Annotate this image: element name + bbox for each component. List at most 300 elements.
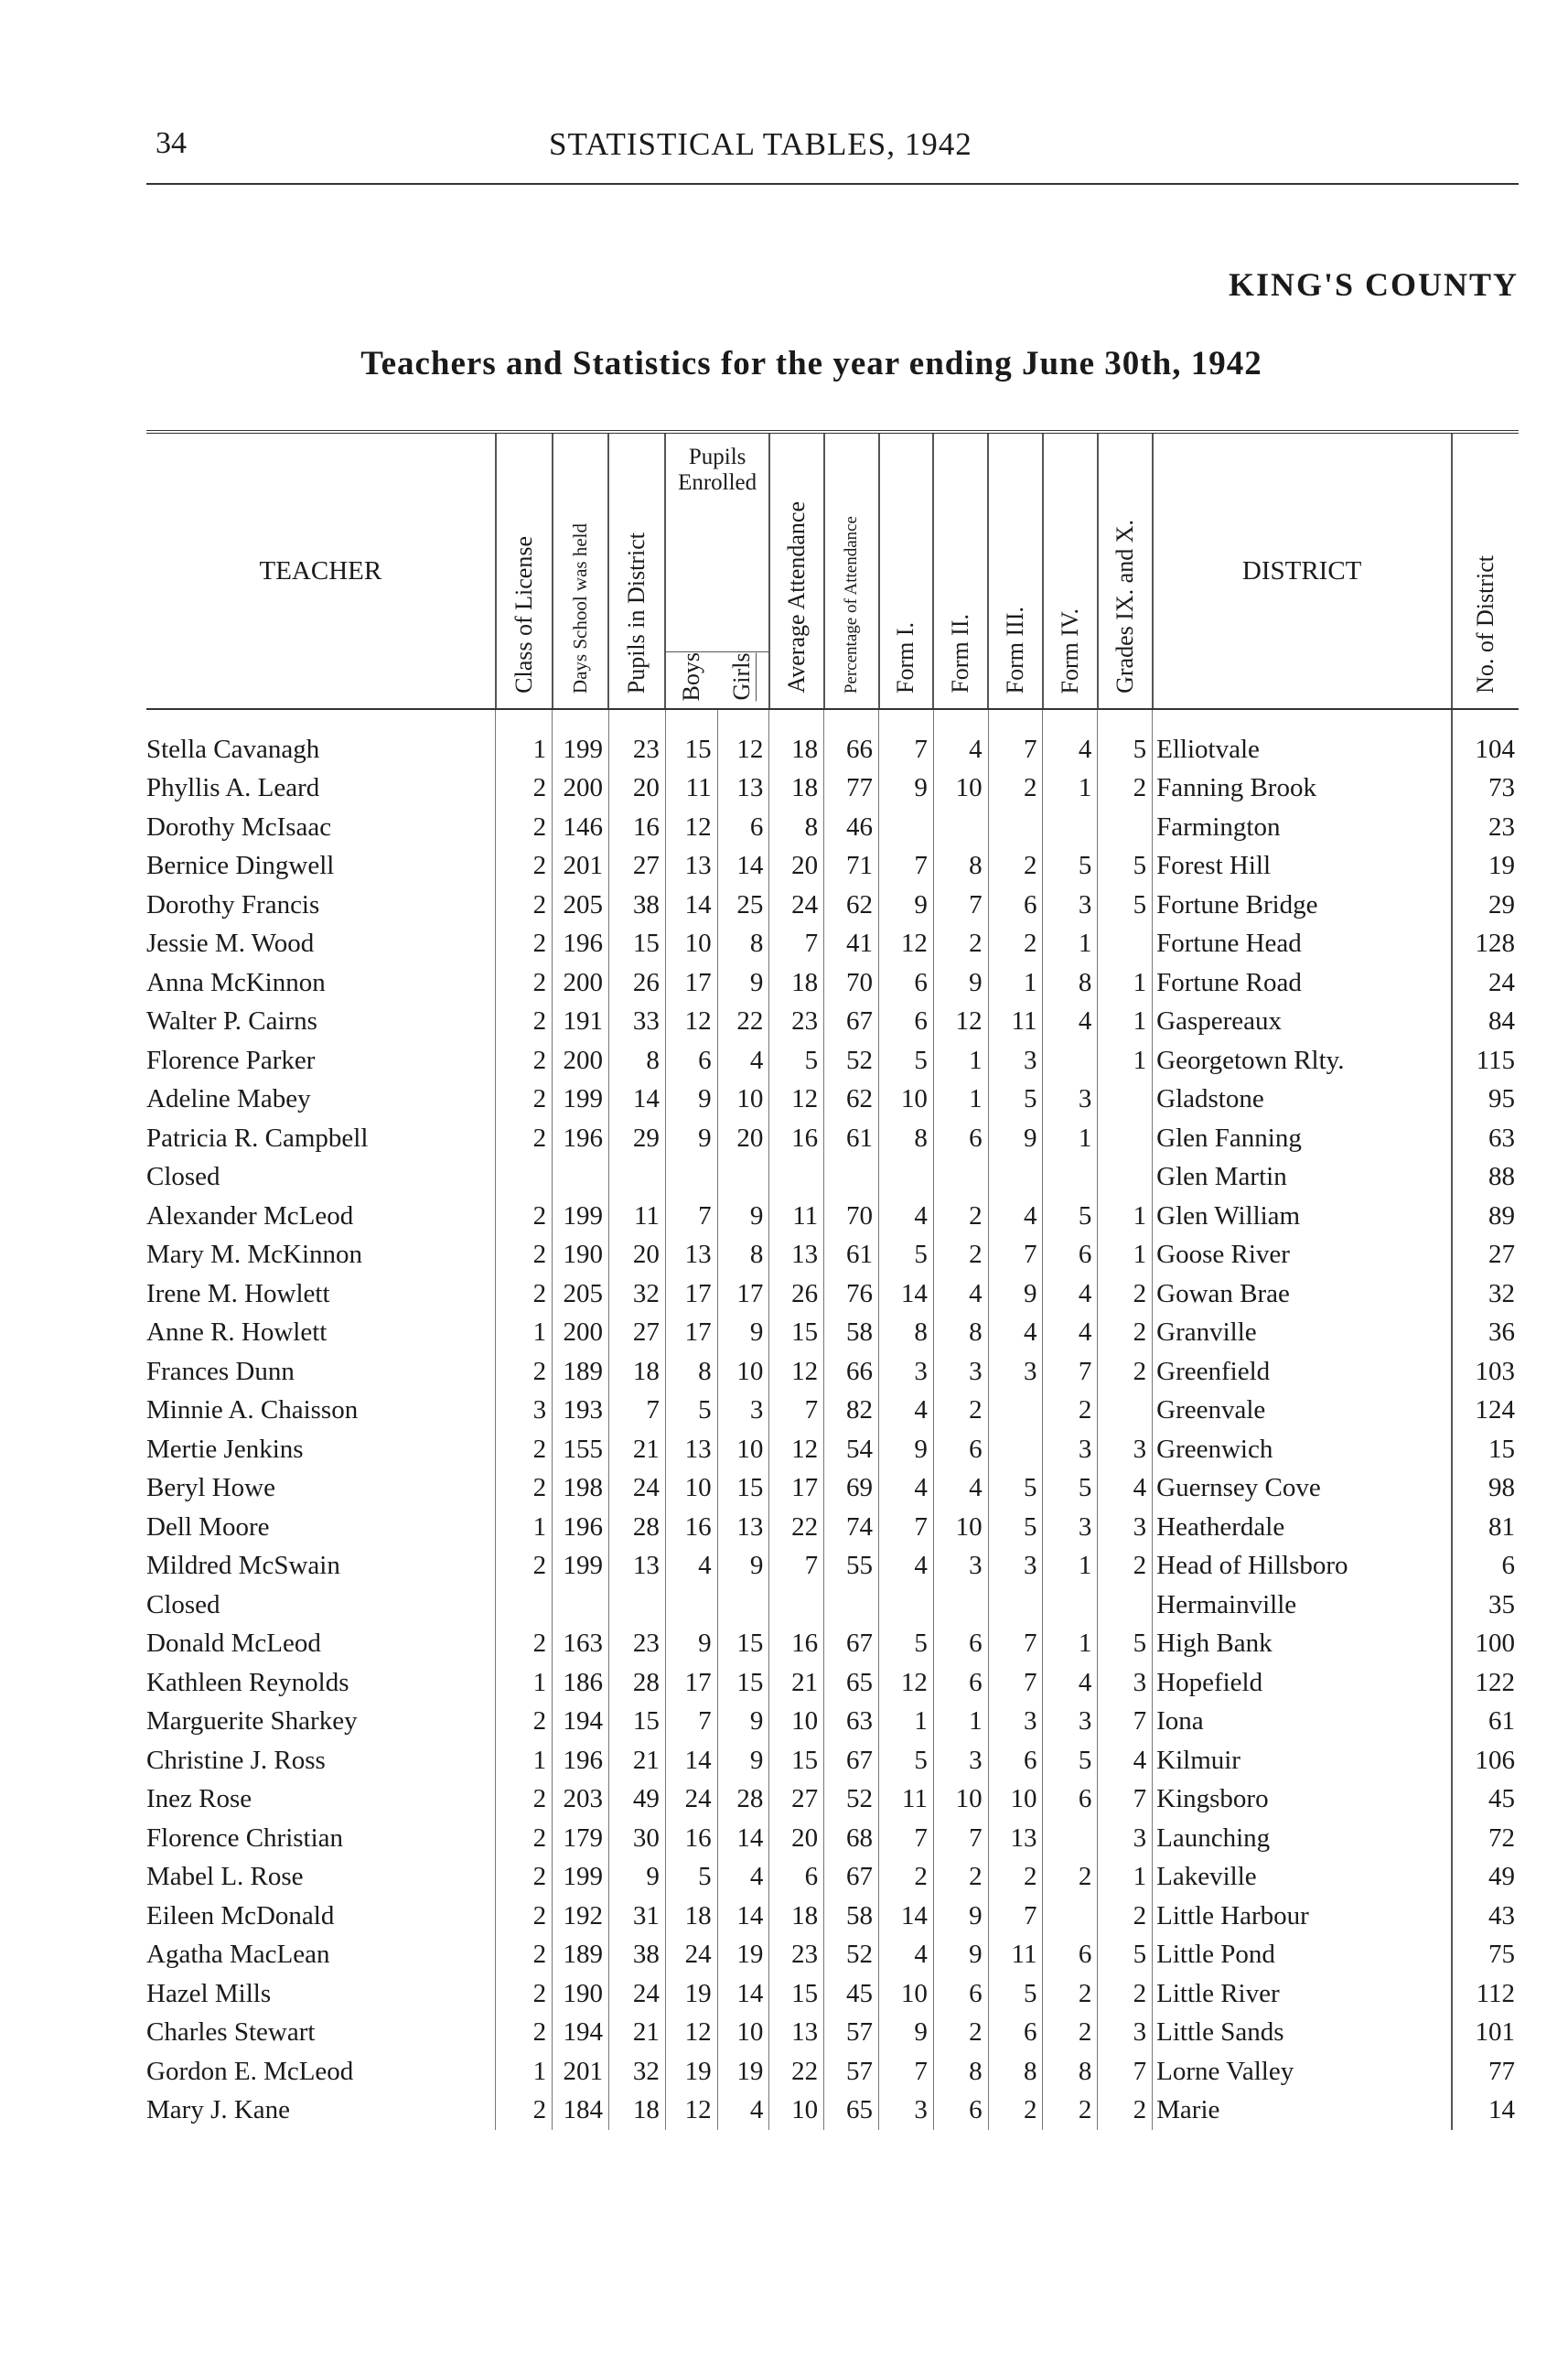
- teacher-name-cell: Phyllis A. Leard: [146, 773, 320, 803]
- district-name-cell: Farmington: [1153, 808, 1452, 847]
- stat-cell: 6: [665, 1041, 717, 1081]
- stat-cell: 28: [608, 1508, 665, 1547]
- teacher-name-cell: Alexander McLeod: [146, 1200, 354, 1231]
- stat-cell: 2: [1098, 1274, 1153, 1314]
- table-row: [146, 1974, 1519, 2014]
- district-name-cell: Kingsboro: [1153, 1780, 1452, 1820]
- table-row: [146, 847, 1519, 887]
- stat-cell: [1043, 1041, 1098, 1081]
- stat-cell: 200: [553, 769, 609, 809]
- stat-cell: 74: [824, 1508, 879, 1547]
- girls-header: Girls: [728, 652, 756, 701]
- stat-cell: 61: [824, 1119, 879, 1158]
- stat-cell: 2: [1043, 2014, 1098, 2053]
- stat-cell: 57: [824, 2052, 879, 2092]
- stat-cell: 190: [553, 1974, 609, 2014]
- boys-header: Boys: [677, 651, 704, 701]
- table-row: [146, 1236, 1519, 1275]
- stat-cell: 4: [933, 709, 988, 769]
- stat-cell: [988, 1586, 1043, 1625]
- stat-cell: [1043, 1897, 1098, 1936]
- stat-cell: 10: [717, 2014, 769, 2053]
- stat-cell: 3: [717, 1392, 769, 1431]
- stat-cell: 2: [496, 1858, 553, 1898]
- district-number-cell: 101: [1452, 2014, 1519, 2053]
- stat-cell: 7: [988, 1625, 1043, 1664]
- stat-cell: 22: [769, 2052, 824, 2092]
- stat-cell: 8: [608, 1041, 665, 1081]
- stat-cell: 66: [824, 1352, 879, 1392]
- stat-cell: [608, 1586, 665, 1625]
- stat-cell: 2: [496, 1974, 553, 2014]
- district-name-cell: Little Pond: [1153, 1936, 1452, 1975]
- stat-cell: [933, 1158, 988, 1198]
- stat-cell: 200: [553, 1041, 609, 1081]
- teacher-name-cell: Closed: [146, 1589, 220, 1619]
- stat-cell: 1: [1098, 963, 1153, 1003]
- stat-cell: 7: [933, 1819, 988, 1858]
- stat-cell: 196: [553, 1508, 609, 1547]
- stat-cell: 23: [769, 1936, 824, 1975]
- stat-cell: 7: [988, 1236, 1043, 1275]
- stat-cell: 9: [933, 1936, 988, 1975]
- stat-cell: 5: [879, 1625, 934, 1664]
- stat-cell: 10: [665, 925, 717, 964]
- stat-cell: 4: [1043, 1003, 1098, 1042]
- district-number-cell: 73: [1452, 769, 1519, 809]
- stat-cell: 1: [933, 1041, 988, 1081]
- stat-cell: 9: [717, 1547, 769, 1586]
- stat-cell: 6: [769, 1858, 824, 1898]
- teacher-name-cell: Dorothy Francis: [146, 889, 320, 919]
- stat-cell: 11: [879, 1780, 934, 1820]
- stat-cell: 2: [496, 1625, 553, 1664]
- stat-cell: 2: [496, 2014, 553, 2053]
- stat-cell: 3: [879, 2092, 934, 2131]
- stat-cell: 205: [553, 886, 609, 925]
- teacher-name-cell: Mertie Jenkins: [146, 1434, 304, 1464]
- stat-cell: 7: [879, 2052, 934, 2092]
- stat-cell: 22: [717, 1003, 769, 1042]
- stat-cell: 18: [608, 2092, 665, 2131]
- stat-cell: 54: [824, 1430, 879, 1469]
- stat-cell: 4: [717, 2092, 769, 2131]
- stat-cell: 6: [1043, 1936, 1098, 1975]
- stat-cell: 9: [717, 1314, 769, 1353]
- county-heading: KING'S COUNTY: [1228, 266, 1519, 303]
- stat-cell: 32: [608, 1274, 665, 1314]
- class-of-license-header: Class of License: [496, 432, 553, 709]
- stat-cell: 3: [1043, 1508, 1098, 1547]
- table-row: [146, 1041, 1519, 1081]
- stat-cell: 21: [608, 2014, 665, 2053]
- table-row: [146, 1081, 1519, 1120]
- stat-cell: 146: [553, 808, 609, 847]
- stat-cell: 68: [824, 1819, 879, 1858]
- stat-cell: [553, 1586, 609, 1625]
- stat-cell: 2: [496, 1041, 553, 1081]
- stat-cell: 7: [1098, 1703, 1153, 1742]
- stat-cell: 5: [665, 1392, 717, 1431]
- stat-cell: 14: [717, 1897, 769, 1936]
- stat-cell: 18: [665, 1897, 717, 1936]
- stat-cell: 196: [553, 925, 609, 964]
- district-name-cell: Granville: [1153, 1314, 1452, 1353]
- stat-cell: 9: [608, 1858, 665, 1898]
- stat-cell: 2: [1043, 2092, 1098, 2131]
- district-number-cell: 49: [1452, 1858, 1519, 1898]
- district-name-cell: Little River: [1153, 1974, 1452, 2014]
- district-name-cell: Fortune Road: [1153, 963, 1452, 1003]
- stat-cell: 13: [717, 1508, 769, 1547]
- stat-cell: [1098, 808, 1153, 847]
- teacher-name-cell: Agatha MacLean: [146, 1940, 330, 1970]
- stat-cell: 27: [608, 847, 665, 887]
- stat-cell: 7: [879, 709, 934, 769]
- form-3-header: Form III.: [988, 432, 1043, 709]
- stat-cell: 16: [608, 808, 665, 847]
- stat-cell: 9: [879, 1430, 934, 1469]
- teacher-name-cell: Mary J. Kane: [146, 2095, 291, 2125]
- stat-cell: 7: [608, 1392, 665, 1431]
- stat-cell: [553, 1158, 609, 1198]
- table-row: [146, 1197, 1519, 1236]
- stat-cell: 5: [1043, 847, 1098, 887]
- district-number-cell: 32: [1452, 1274, 1519, 1314]
- stat-cell: [879, 808, 934, 847]
- no-of-district-header: No. of District: [1452, 432, 1519, 709]
- district-name-cell: Goose River: [1153, 1236, 1452, 1275]
- stat-cell: 63: [824, 1703, 879, 1742]
- stat-cell: 3: [988, 1547, 1043, 1586]
- stat-cell: 9: [988, 1119, 1043, 1158]
- table-row: [146, 1430, 1519, 1469]
- stat-cell: 2: [496, 1352, 553, 1392]
- district-name-cell: Fortune Head: [1153, 925, 1452, 964]
- stat-cell: [717, 1586, 769, 1625]
- stat-cell: [1043, 808, 1098, 847]
- stat-cell: 4: [665, 1547, 717, 1586]
- stat-cell: 2: [988, 925, 1043, 964]
- stat-cell: 3: [1098, 1819, 1153, 1858]
- stat-cell: 6: [933, 1625, 988, 1664]
- stat-cell: 19: [717, 1936, 769, 1975]
- stat-cell: [769, 1158, 824, 1198]
- stat-cell: 3: [933, 1741, 988, 1780]
- stat-cell: 4: [1043, 1663, 1098, 1703]
- stat-cell: 38: [608, 886, 665, 925]
- stat-cell: 2: [879, 1858, 934, 1898]
- stat-cell: 5: [665, 1858, 717, 1898]
- stat-cell: 2: [1098, 1897, 1153, 1936]
- stat-cell: 14: [717, 1974, 769, 2014]
- stat-cell: 17: [665, 963, 717, 1003]
- stat-cell: 5: [1098, 709, 1153, 769]
- stat-cell: 1: [1098, 1041, 1153, 1081]
- stat-cell: 18: [608, 1352, 665, 1392]
- table-row: [146, 1780, 1519, 1820]
- district-name-cell: Kilmuir: [1153, 1741, 1452, 1780]
- stat-cell: 6: [933, 2092, 988, 2131]
- stat-cell: 12: [933, 1003, 988, 1042]
- stat-cell: [824, 1158, 879, 1198]
- stat-cell: 4: [879, 1936, 934, 1975]
- table-row: [146, 2052, 1519, 2092]
- stat-cell: 1: [496, 1741, 553, 1780]
- table-subtitle: Teachers and Statistics for the year ending June 30th, 1942: [360, 345, 1262, 382]
- district-number-cell: 15: [1452, 1430, 1519, 1469]
- stat-cell: 9: [717, 1197, 769, 1236]
- stat-cell: 12: [717, 709, 769, 769]
- stat-cell: 13: [665, 847, 717, 887]
- stat-cell: 15: [717, 1625, 769, 1664]
- stat-cell: 190: [553, 1236, 609, 1275]
- stat-cell: 184: [553, 2092, 609, 2131]
- stat-cell: [988, 1158, 1043, 1198]
- stat-cell: 33: [608, 1003, 665, 1042]
- stat-cell: 196: [553, 1119, 609, 1158]
- stat-cell: 7: [769, 1547, 824, 1586]
- stat-cell: 2: [496, 1003, 553, 1042]
- district-name-cell: Fanning Brook: [1153, 769, 1452, 809]
- stat-cell: 8: [665, 1352, 717, 1392]
- stat-cell: 189: [553, 1352, 609, 1392]
- stat-cell: 3: [1043, 1430, 1098, 1469]
- stat-cell: 2: [933, 1392, 988, 1431]
- stat-cell: 186: [553, 1663, 609, 1703]
- grades-ix-x-header: Grades IX. and X.: [1098, 432, 1153, 709]
- stat-cell: 18: [769, 1897, 824, 1936]
- stat-cell: 11: [608, 1197, 665, 1236]
- stat-cell: 2: [496, 925, 553, 964]
- stat-cell: 5: [1098, 1936, 1153, 1975]
- stat-cell: 6: [988, 2014, 1043, 2053]
- teacher-name-cell: Florence Parker: [146, 1045, 316, 1075]
- district-name-cell: Lakeville: [1153, 1858, 1452, 1898]
- district-number-cell: 29: [1452, 886, 1519, 925]
- teacher-name-cell: Anne R. Howlett: [146, 1317, 328, 1348]
- stat-cell: [665, 1158, 717, 1198]
- stat-cell: 10: [879, 1974, 934, 2014]
- stat-cell: 2: [496, 808, 553, 847]
- stat-cell: 9: [879, 2014, 934, 2053]
- stat-cell: 14: [665, 886, 717, 925]
- stat-cell: 11: [769, 1197, 824, 1236]
- stat-cell: 2: [496, 1119, 553, 1158]
- stat-cell: 4: [879, 1469, 934, 1509]
- stat-cell: 15: [769, 1741, 824, 1780]
- stat-cell: 2: [496, 1936, 553, 1975]
- stat-cell: 13: [769, 2014, 824, 2053]
- district-name-cell: Glen Martin: [1153, 1158, 1452, 1198]
- stat-cell: 62: [824, 1081, 879, 1120]
- stat-cell: 6: [879, 963, 934, 1003]
- stat-cell: 2: [496, 1780, 553, 1820]
- stat-cell: 201: [553, 847, 609, 887]
- stat-cell: 7: [879, 1508, 934, 1547]
- stat-cell: 1: [496, 1508, 553, 1547]
- district-name-cell: High Bank: [1153, 1625, 1452, 1664]
- stat-cell: 24: [608, 1974, 665, 2014]
- stat-cell: 203: [553, 1780, 609, 1820]
- table-row: [146, 1352, 1519, 1392]
- stat-cell: 26: [769, 1274, 824, 1314]
- stat-cell: 7: [933, 886, 988, 925]
- district-number-cell: 24: [1452, 963, 1519, 1003]
- stat-cell: 196: [553, 1741, 609, 1780]
- stat-cell: 7: [879, 847, 934, 887]
- stat-cell: 2: [933, 1197, 988, 1236]
- stat-cell: 6: [1043, 1780, 1098, 1820]
- stat-cell: 22: [769, 1508, 824, 1547]
- stat-cell: 55: [824, 1547, 879, 1586]
- stat-cell: 17: [769, 1469, 824, 1509]
- district-name-cell: Launching: [1153, 1819, 1452, 1858]
- table-row: [146, 1003, 1519, 1042]
- stat-cell: 3: [1098, 1663, 1153, 1703]
- teacher-name-cell: Eileen McDonald: [146, 1900, 335, 1930]
- header-rule: [146, 183, 1519, 185]
- stat-cell: 70: [824, 963, 879, 1003]
- stat-cell: 8: [933, 847, 988, 887]
- stat-cell: 2: [496, 963, 553, 1003]
- stat-cell: 27: [769, 1780, 824, 1820]
- stat-cell: 17: [665, 1314, 717, 1353]
- stat-cell: 52: [824, 1936, 879, 1975]
- stat-cell: 2: [496, 1430, 553, 1469]
- district-number-cell: 115: [1452, 1041, 1519, 1081]
- stat-cell: 5: [1043, 1197, 1098, 1236]
- stat-cell: 9: [665, 1081, 717, 1120]
- stat-cell: 3: [496, 1392, 553, 1431]
- stat-cell: 8: [933, 2052, 988, 2092]
- stat-cell: 10: [769, 2092, 824, 2131]
- stat-cell: 21: [769, 1663, 824, 1703]
- district-name-cell: Greenwich: [1153, 1430, 1452, 1469]
- stat-cell: 10: [933, 1508, 988, 1547]
- stat-cell: 23: [608, 1625, 665, 1664]
- stat-cell: 2: [988, 2092, 1043, 2131]
- stat-cell: 70: [824, 1197, 879, 1236]
- stat-cell: 2: [496, 1197, 553, 1236]
- district-number-cell: 61: [1452, 1703, 1519, 1742]
- stat-cell: 9: [933, 963, 988, 1003]
- district-number-cell: 19: [1452, 847, 1519, 887]
- stat-cell: 12: [769, 1430, 824, 1469]
- teacher-name-cell: Bernice Dingwell: [146, 851, 335, 881]
- stat-cell: 8: [879, 1119, 934, 1158]
- stat-cell: 29: [608, 1119, 665, 1158]
- stat-cell: 10: [933, 1780, 988, 1820]
- stat-cell: 69: [824, 1469, 879, 1509]
- stat-cell: 7: [665, 1197, 717, 1236]
- stat-cell: 45: [824, 1974, 879, 2014]
- stat-cell: 1: [1098, 1197, 1153, 1236]
- stat-cell: 10: [665, 1469, 717, 1509]
- stat-cell: 1: [1098, 1236, 1153, 1275]
- stat-cell: 11: [988, 1936, 1043, 1975]
- stat-cell: 3: [1043, 1081, 1098, 1120]
- stat-cell: 28: [608, 1663, 665, 1703]
- district-number-cell: 89: [1452, 1197, 1519, 1236]
- stat-cell: 7: [988, 709, 1043, 769]
- stat-cell: [933, 808, 988, 847]
- stat-cell: 4: [988, 1314, 1043, 1353]
- stat-cell: 5: [879, 1041, 934, 1081]
- stat-cell: 9: [988, 1274, 1043, 1314]
- stat-cell: 189: [553, 1936, 609, 1975]
- stat-cell: 4: [1043, 709, 1098, 769]
- table-row: [146, 1741, 1519, 1780]
- stat-cell: 2: [1098, 1974, 1153, 2014]
- average-attendance-header: Average Attendance: [769, 432, 824, 709]
- stat-cell: 5: [1043, 1469, 1098, 1509]
- stat-cell: 12: [769, 1081, 824, 1120]
- district-name-cell: Hopefield: [1153, 1663, 1452, 1703]
- stat-cell: 10: [769, 1703, 824, 1742]
- stat-cell: 14: [717, 1819, 769, 1858]
- stat-cell: 2: [496, 1081, 553, 1120]
- stat-cell: 13: [608, 1547, 665, 1586]
- stat-cell: 192: [553, 1897, 609, 1936]
- district-number-cell: 128: [1452, 925, 1519, 964]
- stat-cell: 6: [933, 1430, 988, 1469]
- stat-cell: 19: [665, 1974, 717, 2014]
- table-row: [146, 1936, 1519, 1975]
- stat-cell: 13: [665, 1430, 717, 1469]
- stat-cell: 23: [769, 1003, 824, 1042]
- stat-cell: 4: [879, 1392, 934, 1431]
- stat-cell: [665, 1586, 717, 1625]
- stat-cell: 2: [496, 1236, 553, 1275]
- stat-cell: 5: [988, 1974, 1043, 2014]
- stat-cell: 1: [933, 1703, 988, 1742]
- district-name-cell: Glen Fanning: [1153, 1119, 1452, 1158]
- teacher-name-cell: Mabel L. Rose: [146, 1862, 304, 1892]
- stat-cell: [988, 1392, 1043, 1431]
- district-number-cell: 72: [1452, 1819, 1519, 1858]
- teacher-name-cell: Jessie M. Wood: [146, 929, 315, 959]
- stat-cell: 26: [608, 963, 665, 1003]
- stat-cell: 200: [553, 963, 609, 1003]
- district-number-cell: 104: [1452, 709, 1519, 769]
- stat-cell: 3: [879, 1352, 934, 1392]
- stat-cell: 10: [717, 1081, 769, 1120]
- stat-cell: 9: [879, 769, 934, 809]
- stat-cell: 12: [665, 2092, 717, 2131]
- table-row: [146, 963, 1519, 1003]
- teacher-name-cell: Frances Dunn: [146, 1356, 295, 1386]
- stat-cell: 3: [933, 1352, 988, 1392]
- stat-cell: 2: [496, 1274, 553, 1314]
- table-row: [146, 808, 1519, 847]
- stat-cell: 52: [824, 1780, 879, 1820]
- district-column-header: DISTRICT: [1153, 432, 1452, 709]
- table-row: [146, 1469, 1519, 1509]
- district-number-cell: 122: [1452, 1663, 1519, 1703]
- stat-cell: [1098, 1081, 1153, 1120]
- stat-cell: 2: [496, 769, 553, 809]
- stat-cell: 2: [988, 847, 1043, 887]
- stat-cell: 10: [717, 1430, 769, 1469]
- teacher-name-cell: Hazel Mills: [146, 1978, 272, 2008]
- stat-cell: [1098, 1158, 1153, 1198]
- stat-cell: 67: [824, 1625, 879, 1664]
- stat-cell: 13: [717, 769, 769, 809]
- district-number-cell: 103: [1452, 1352, 1519, 1392]
- district-number-cell: 45: [1452, 1780, 1519, 1820]
- stat-cell: 6: [879, 1003, 934, 1042]
